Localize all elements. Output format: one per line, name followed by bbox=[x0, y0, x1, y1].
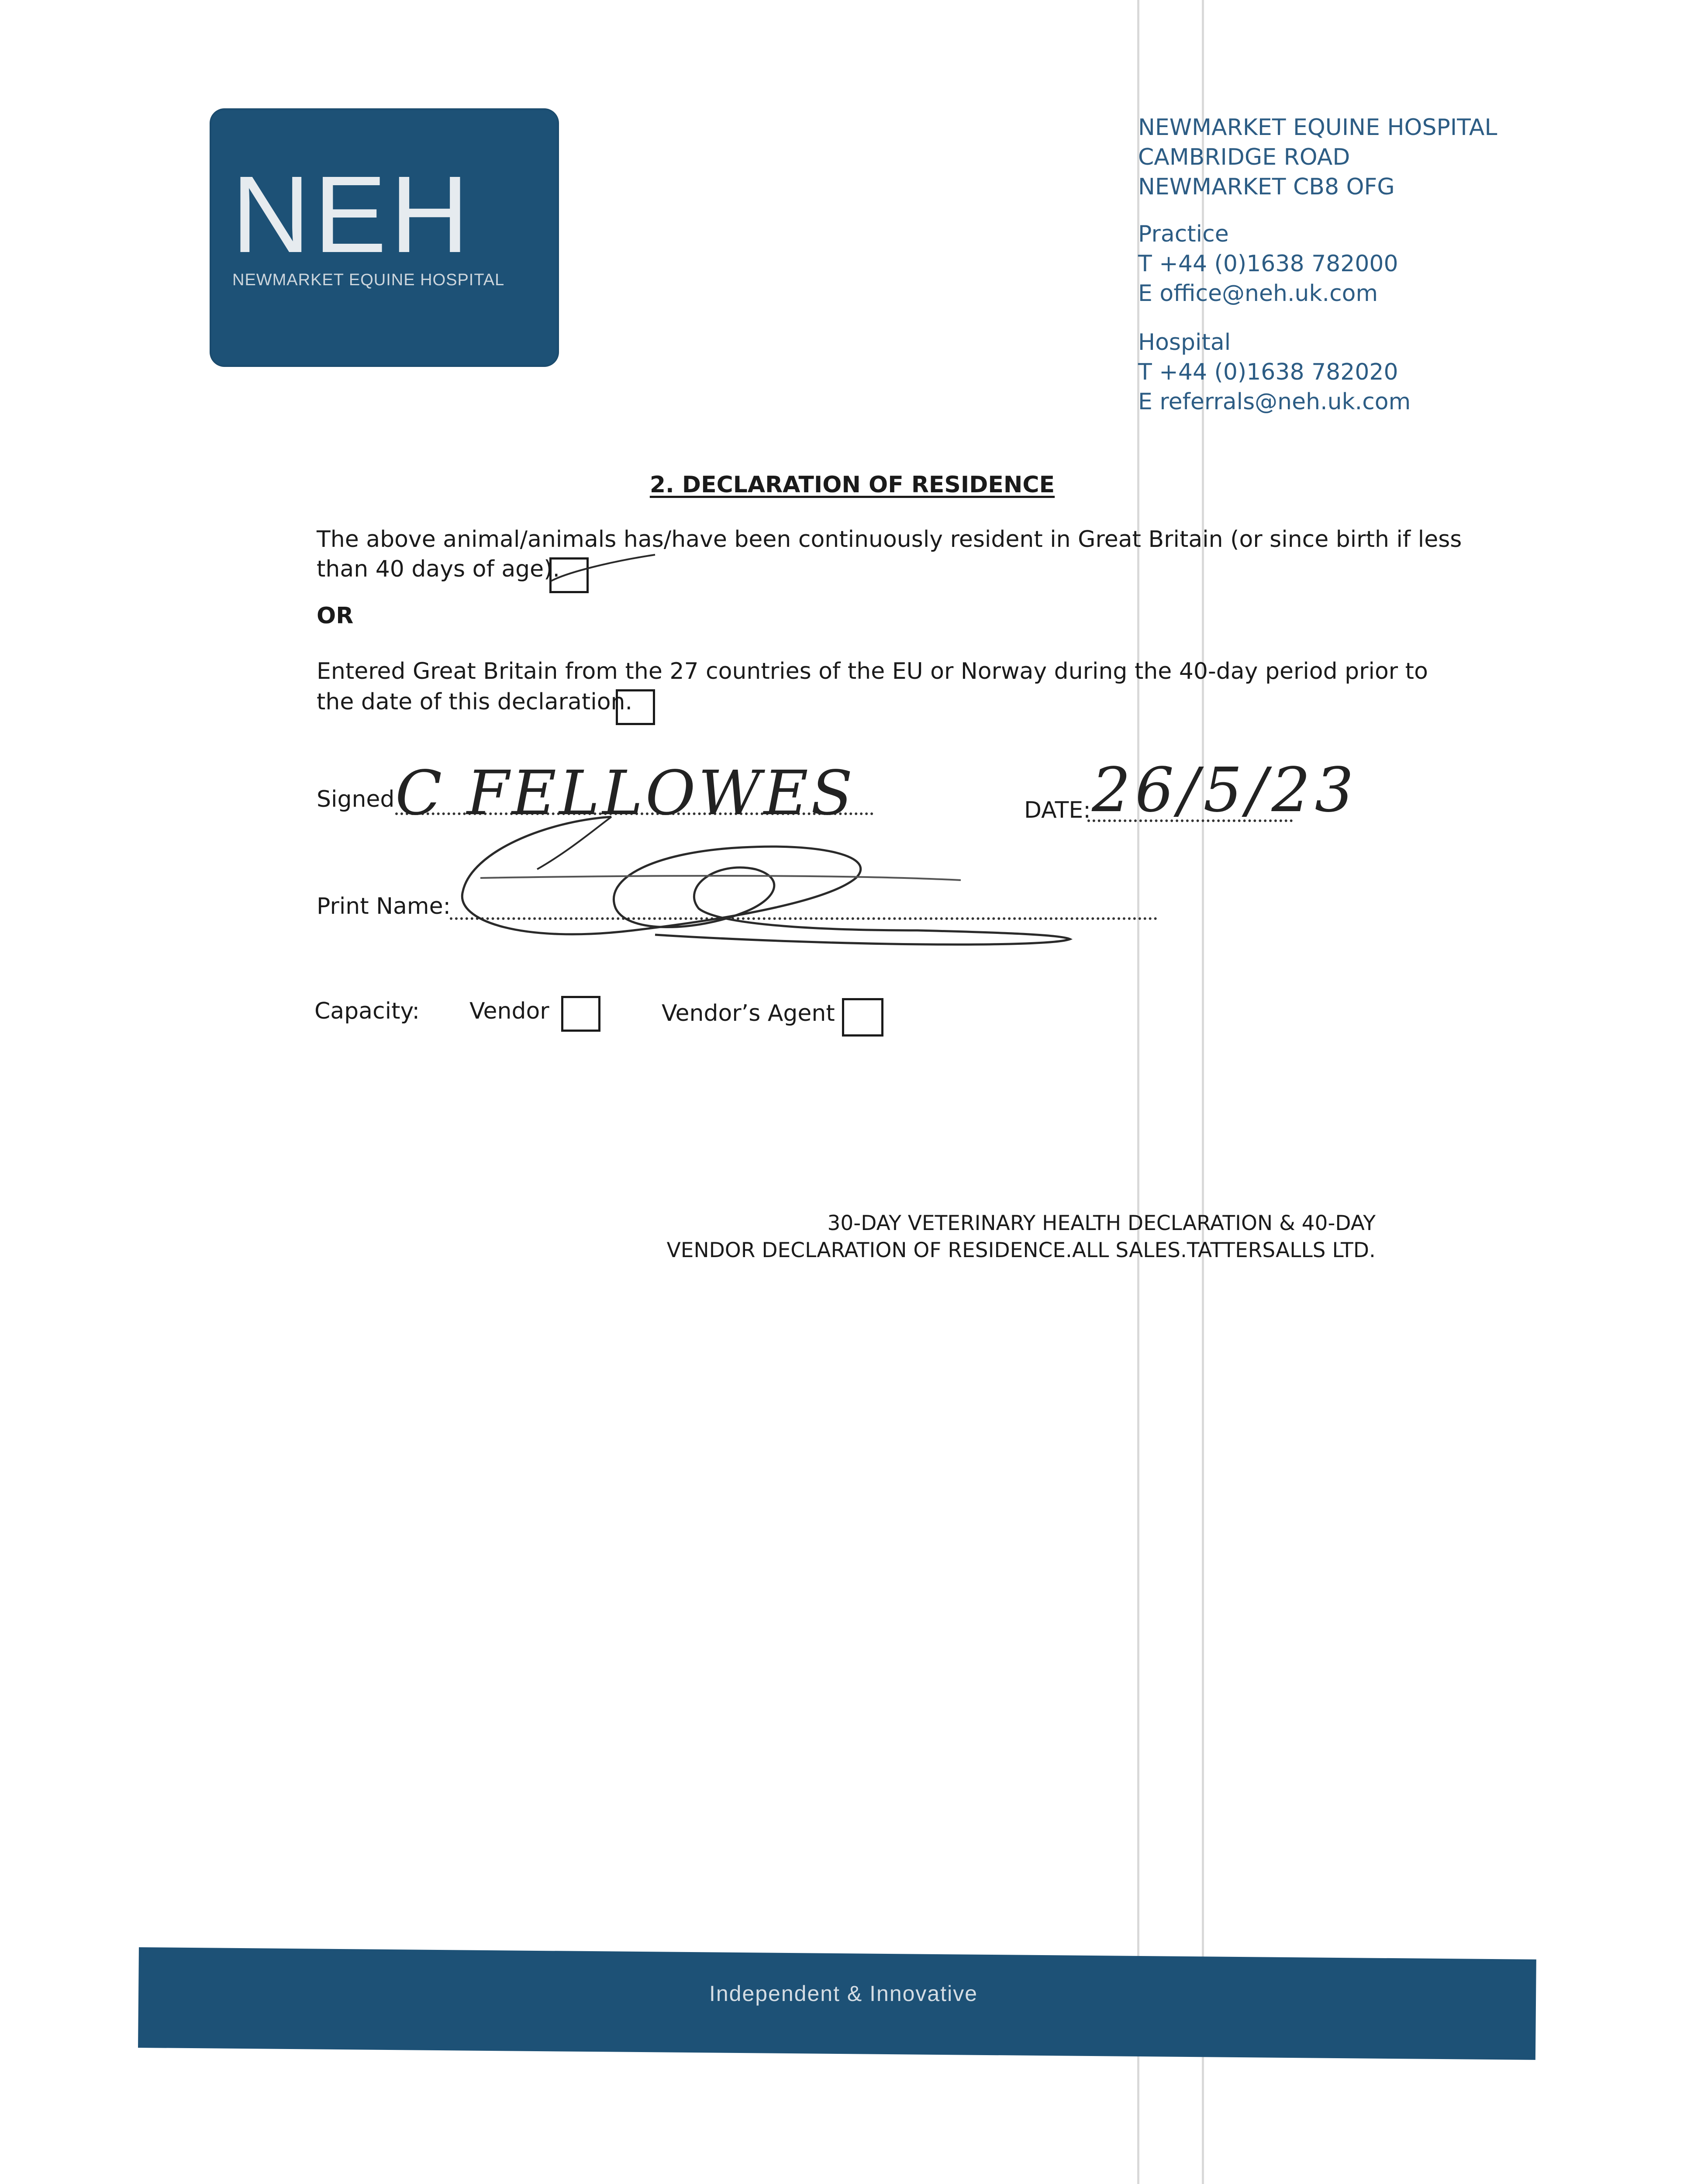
vendor-agent-label: Vendor’s Agent bbox=[662, 1000, 835, 1026]
address-line-1: NEWMARKET EQUINE HOSPITAL bbox=[1138, 114, 1497, 141]
hospital-email: E referrals@neh.uk.com bbox=[1138, 389, 1411, 415]
address-line-2: CAMBRIDGE ROAD bbox=[1138, 144, 1350, 170]
declaration-title: 2. DECLARATION OF RESIDENCE bbox=[649, 472, 1055, 498]
practice-label: Practice bbox=[1138, 221, 1229, 247]
vendor-agent-checkbox[interactable] bbox=[842, 998, 883, 1037]
hospital-phone: T +44 (0)1638 782020 bbox=[1138, 359, 1398, 385]
vendor-checkbox[interactable] bbox=[561, 996, 600, 1032]
signed-value: C FELLOWES bbox=[395, 758, 856, 829]
vendor-label: Vendor bbox=[469, 998, 549, 1024]
print-name-label: Print Name: bbox=[317, 893, 451, 919]
footer-tagline: Independent & Innovative bbox=[709, 1981, 978, 2006]
option1-line2: than 40 days of age). bbox=[317, 556, 560, 582]
hospital-label: Hospital bbox=[1138, 329, 1231, 356]
or-label: OR bbox=[317, 603, 354, 629]
logo-subtitle: NEWMARKET EQUINE HOSPITAL bbox=[232, 271, 505, 289]
option2-line2: the date of this declaration. bbox=[317, 689, 632, 715]
practice-phone: T +44 (0)1638 782000 bbox=[1138, 251, 1398, 277]
address-line-3: NEWMARKET CB8 OFG bbox=[1138, 174, 1395, 200]
logo-mark: NEH bbox=[231, 153, 473, 275]
option1-line1: The above animal/animals has/have been continuously resident in Great Britain (or since birth if less bbox=[317, 526, 1462, 553]
signed-label: Signed bbox=[317, 786, 395, 812]
footer-note-line1: 30-DAY VETERINARY HEALTH DECLARATION & 40-DAY bbox=[827, 1211, 1376, 1235]
date-label: DATE: bbox=[1024, 797, 1091, 823]
practice-email: E office@neh.uk.com bbox=[1138, 280, 1378, 307]
date-value: 26/5/23 bbox=[1092, 755, 1358, 826]
option2-line1: Entered Great Britain from the 27 countries of the EU or Norway during the 40-day period prior to bbox=[317, 658, 1428, 684]
footer-note-line2: VENDOR DECLARATION OF RESIDENCE.ALL SALES.TATTERSALLS LTD. bbox=[666, 1238, 1376, 1262]
capacity-label: Capacity: bbox=[314, 998, 420, 1024]
